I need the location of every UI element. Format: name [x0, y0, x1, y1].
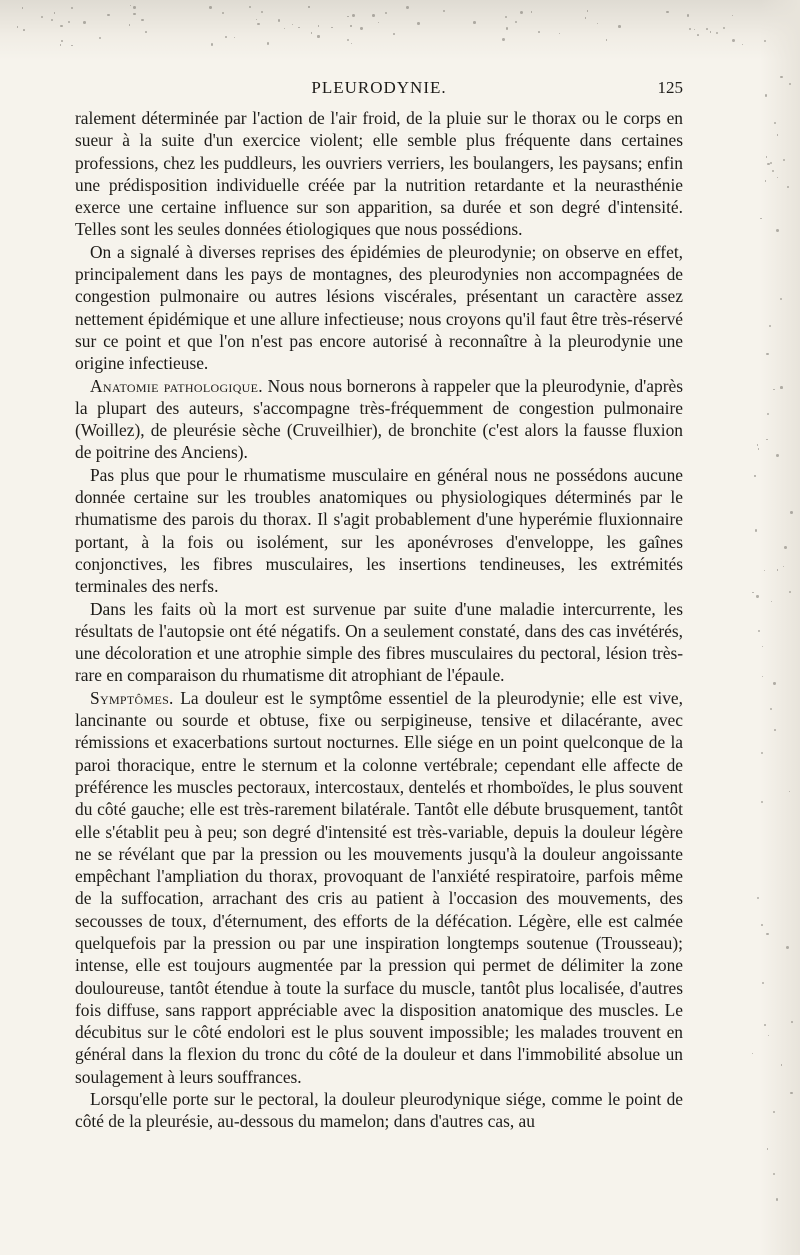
- scan-speck: [761, 924, 763, 926]
- scan-speck: [378, 22, 379, 23]
- scan-speck: [767, 413, 769, 415]
- scan-speck: [756, 595, 758, 597]
- scan-speck: [780, 76, 782, 78]
- scan-speck: [780, 386, 783, 389]
- paragraph: [75, 241, 683, 375]
- paragraph-text: La douleur est le symptôme essentiel de la pleurodynie; elle est vive, lancinante ou sourde et obtuse, fixe ou serpigineuse, tensive et dilacérante, avec rémissions et exacerbations surtout nocturnes. Elle siége en un point quelconque de la paroi thoracique, entre le sternum et la colonne vertébrale; cependant elle affecte de préférence les muscles pectoraux, intercostaux, dentelés et rhomboïdes, le plus souvent du côté gauche; elle est très-rarement bilatérale. Tantôt elle débute brusquement, tantôt elle s'établit peu à peu; son degré d'intensité est très-variable, depuis la douleur légère ne se révélant que par la pression ou les mouvements jusqu'à la douleur angoissante empêchant l'ampliation du thorax, provoquant de l'anxiété respiratoire, parfois même de la suffocation, arrachant des cris au patient à l'occasion des mouvements, des secousses de toux, d'éternument, des efforts de la défécation. Légère, elle est calmée quelquefois par la pression ou par une inspiration longtemps soutenue (Trousseau); intense, elle est toujours augmentée par la pression qui permet de délimiter la zone douloureuse, tantôt étendue à toute la surface du muscle, tantôt plus localisée, d'autres fois diffuse, sans rapport appréciable avec la disposition anatomique des muscles. Le décubitus sur le côté endolori est le plus souvent impossible; les malades trouvent en général dans la flexion du tronc du côté de la douleur et dans l'immobilité absolue un soulagement à leurs souffrances.: [75, 687, 683, 1087]
- scan-speck: [791, 1021, 793, 1023]
- scan-speck: [417, 22, 420, 25]
- scan-speck: [211, 43, 213, 45]
- scan-speck: [257, 23, 260, 26]
- scan-speck: [54, 12, 55, 13]
- scan-speck: [697, 34, 699, 36]
- scan-speck: [776, 454, 779, 457]
- paragraph: [75, 687, 683, 1088]
- scan-edge-shadow: [0, 0, 800, 60]
- scan-speck: [83, 21, 86, 24]
- scan-speck: [347, 39, 349, 41]
- scan-speck: [393, 33, 395, 35]
- scan-speck: [23, 29, 25, 31]
- scan-speck: [777, 134, 779, 136]
- scan-speck: [585, 17, 586, 18]
- scan-speck: [278, 19, 281, 22]
- page-header: [75, 78, 683, 102]
- scan-speck: [51, 19, 53, 21]
- scan-speck: [774, 729, 776, 731]
- page-number: 125: [657, 78, 683, 97]
- scan-speck: [776, 1198, 778, 1200]
- scan-speck: [766, 353, 769, 356]
- scan-speck: [249, 6, 251, 8]
- paragraph-text: ralement déterminée par l'action de l'air froid, de la pluie sur le thorax ou le corps en sueur à la suite d'un exercice violent; elle semble plus fréquente dans certaines professions, chez les puddleurs, les ouvriers verriers, les boulangers, les paysans; enfin une prédisposition individuelle créée par la nutrition retardante et la neurasthénie exerce une certaine influence sur son apparition, sa durée et son degré d'intensité. Telles sont les seules données étiologiques que nous possédions.: [75, 108, 683, 240]
- scan-speck: [538, 31, 540, 33]
- scan-speck: [133, 13, 135, 15]
- scan-speck: [99, 37, 101, 39]
- scan-speck: [687, 14, 689, 16]
- scan-speck: [360, 27, 362, 29]
- paragraph: [75, 464, 683, 598]
- paragraph: [75, 375, 683, 464]
- scan-speck: [777, 569, 779, 571]
- scan-speck: [766, 439, 768, 441]
- scan-speck: [790, 511, 793, 514]
- scan-speck: [772, 170, 774, 172]
- scan-speck: [732, 15, 733, 16]
- section-heading: Symptômes.: [90, 687, 174, 708]
- scan-speck: [754, 475, 755, 476]
- scan-speck: [71, 7, 73, 9]
- scan-speck: [372, 14, 375, 17]
- scan-speck: [789, 83, 791, 85]
- scan-speck: [790, 1092, 792, 1094]
- scan-speck: [706, 28, 708, 30]
- scan-speck: [17, 26, 18, 27]
- scan-speck: [758, 448, 759, 449]
- scan-speck: [350, 25, 351, 26]
- section-heading: Anatomie pathologique.: [90, 375, 263, 396]
- scan-speck: [757, 444, 758, 445]
- scan-speck: [765, 94, 767, 96]
- scan-speck: [776, 229, 779, 232]
- scan-speck: [755, 529, 758, 532]
- scan-speck: [758, 630, 760, 632]
- paragraph-text: Dans les faits où la mort est survenue par suite d'une maladie intercurrente, les résultats de l'autopsie ont été négatifs. On a seulement constaté, dans des cas invétérés, une décoloration et une atrophie simple des fibres musculaires du pectoral, lésion très-rare en comparaison du rhumatisme dit atrophiant de l'épaule.: [75, 598, 683, 686]
- scan-speck: [318, 25, 320, 27]
- scan-speck: [761, 752, 763, 754]
- paragraph-text: Pas plus que pour le rhumatisme musculaire en général nous ne possédons aucune donnée certaine sur les troubles anatomiques ou physiologiques déterminés par le rhumatisme des parois du thorax. Il s'agit probablement d'une hyperémie fluxionnaire portant, à la fois ou isolément, sur les aponévroses d'enveloppe, les gaînes conjonctives, les fibres musculaires, les insertions tendineuses, les extrémités terminales des nerfs.: [75, 464, 683, 597]
- scan-speck: [292, 24, 293, 25]
- scan-speck: [61, 40, 63, 42]
- scan-speck: [752, 592, 754, 594]
- scan-speck: [107, 14, 109, 16]
- scan-speck: [752, 1053, 753, 1054]
- scan-speck: [606, 39, 608, 41]
- scan-speck: [773, 682, 775, 684]
- scan-speck: [209, 6, 212, 9]
- scan-speck: [618, 25, 621, 28]
- scan-speck: [267, 42, 269, 44]
- scan-speck: [742, 44, 743, 45]
- scan-speck: [308, 6, 309, 7]
- paragraph-text: Nous nous bornerons à rappeler que la pleurodynie, d'après la plupart des auteurs, s'accompagne très-fréquemment de congestion pulmonaire (Woillez), de pleurésie sèche (Cruveilhier), de bronchite (c'est alors la fausse fluxion de poitrine des Anciens).: [75, 375, 683, 463]
- scan-speck: [502, 38, 505, 41]
- paragraph: [75, 598, 683, 687]
- paragraph: [75, 107, 683, 241]
- paragraph-text: On a signalé à diverses reprises des épidémies de pleurodynie; on observe en effet, principalement dans les pays de montagnes, des pleurodynies non accompagnées de congestion pulmonaire ou autres lésions viscérales, présentant un caractère assez nettement épidémique et une allure infectieuse; nous croyons qu'il faut être très-réservé sur ce point et que l'on n'est pas encore autorisé à reconnaître à la pleurodynie une origine infectieuse.: [75, 241, 683, 374]
- running-title: PLEURODYNIE.: [311, 78, 447, 97]
- scan-speck: [773, 1111, 775, 1113]
- body-text: [75, 107, 683, 1133]
- scan-speck: [225, 36, 227, 38]
- scan-speck: [129, 24, 130, 25]
- scan-speck: [443, 10, 445, 12]
- scan-speck: [60, 25, 62, 27]
- scan-speck: [317, 35, 319, 37]
- paragraph: [75, 1088, 683, 1133]
- scan-speck: [762, 982, 764, 984]
- scan-margin-shadow: [760, 0, 800, 1255]
- scan-speck: [473, 21, 476, 24]
- paragraph-text: Lorsqu'elle porte sur le pectoral, la douleur pleurodynique siége, comme le point de côté de la pleurésie, au-dessous du mamelon; dans d'autres cas, au: [75, 1089, 683, 1132]
- scan-speck: [768, 1035, 769, 1036]
- scan-speck: [783, 159, 785, 161]
